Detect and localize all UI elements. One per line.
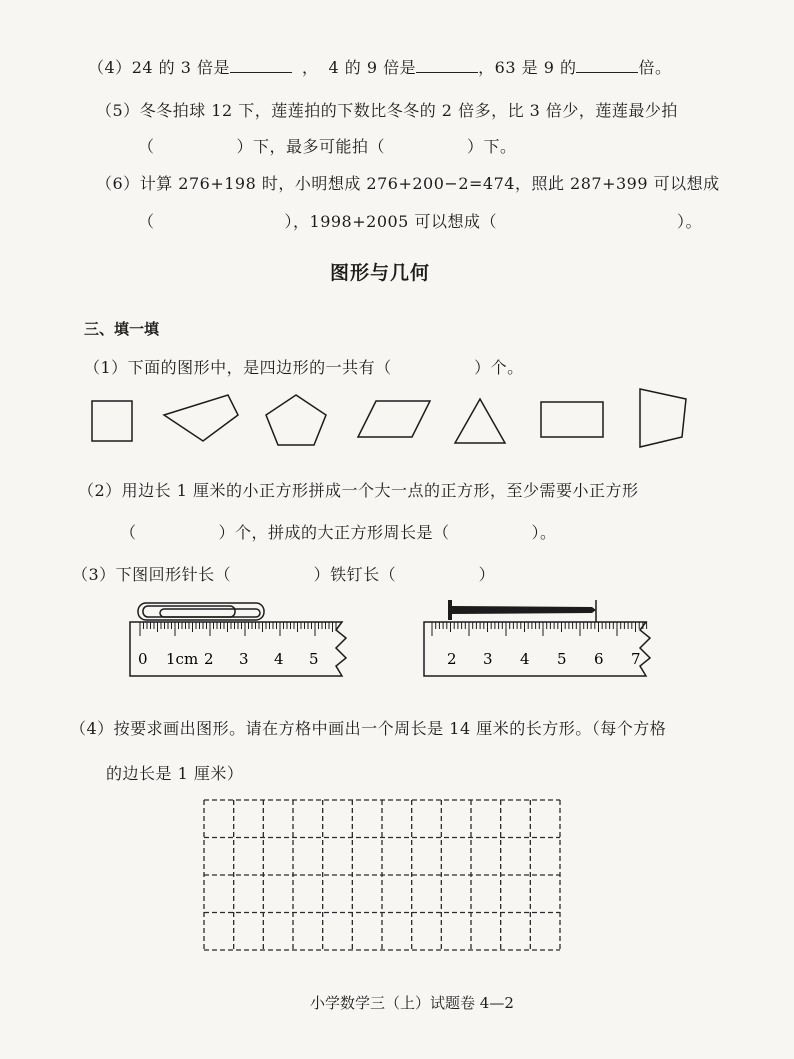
drawing-grid[interactable] [200,796,564,956]
ruler-right-label-5: 7 [631,650,641,668]
fill-question-4-line1: （4）按要求画出图形。请在方格中画出一个周长是 14 厘米的长方形。（每个方格 [70,719,667,738]
nail-icon [448,600,596,622]
shape-quadrilateral [164,395,238,441]
q4-blank-1[interactable] [230,72,292,73]
q4-blank-2[interactable] [416,72,478,73]
q6-number: （6） [96,174,140,193]
shape-pentagon [266,395,326,445]
ruler-left-label-5: 5 [309,650,319,668]
ruler-right-label-0: 2 [447,650,457,668]
q6-end-text: ）。 [676,212,702,231]
q4-part1: 24 的 3 倍是 [131,58,230,77]
ruler-right-body [424,622,650,676]
section-title: 图形与几何 [330,262,431,284]
shape-parallelogram [358,401,430,437]
ruler-right-label-1: 3 [483,650,493,668]
ruler-left-label-1: 1cm [166,650,199,668]
ruler-right-label-3: 5 [557,650,567,668]
shape-triangle [455,399,505,443]
q6-mid-text: ），1998+2005 可以想成（ [284,212,497,231]
shape-rectangle [541,402,603,437]
question-5-line2 [138,134,517,157]
q4-number: （4） [88,58,132,77]
q5-mid-text: ）下，最多可能拍（ [236,137,386,156]
q4-end: 倍。 [638,58,672,77]
ruler-paperclip-figure [126,600,356,684]
ruler-left-label-2: 2 [204,650,214,668]
ruler-right-label-2: 4 [520,650,530,668]
fill-question-2-line1: （2）用边长 1 厘米的小正方形拼成一个大一点的正方形，至少需要小正方形 [78,481,639,500]
ruler-left-label-0: 0 [138,650,148,668]
q6-text: 计算 276+198 时，小明想成 276+200−2=474，照此 287+399 可以想成 [139,174,720,193]
question-6-line2 [138,209,702,232]
q5-open-paren: （ [138,137,155,156]
paperclip-icon [138,603,264,620]
question-6-line1 [96,171,720,194]
ruler-left-label-4: 4 [274,650,284,668]
shapes-row [80,385,700,455]
q2-mid-text: ）个，拼成的大正方形周长是（ [218,523,450,542]
ruler-nail-figure [420,596,660,684]
q5-number: （5） [96,101,140,120]
page-footer: 小学数学三（上）试题卷 4—2 [310,994,514,1012]
q4-sep1: ， [302,58,319,77]
part3-heading: 三、填一填 [84,320,160,338]
fill-question-3: （3）下图回形针长（ ）铁钉长（ ） [72,565,496,584]
q4-sep2: ， [478,58,495,77]
q5-end-text: ）下。 [467,137,517,156]
ruler-right-label-4: 6 [594,650,604,668]
question-5-line1 [96,98,678,121]
q4-part3: 63 是 9 的 [494,58,577,77]
q6-open-paren: （ [138,212,155,231]
shape-trapezoid [640,389,686,447]
q2-end-text: ）。 [531,523,557,542]
q4-part2: 4 的 9 倍是 [328,58,417,77]
ruler-left-label-3: 3 [239,650,249,668]
q5-text: 冬冬拍球 12 下，莲莲拍的下数比冬冬的 2 倍多，比 3 倍少，莲莲最少拍 [139,101,678,120]
fill-question-1: （1）下面的图形中，是四边形的一共有（ ）个。 [84,358,524,377]
q4-blank-3[interactable] [576,72,638,73]
shape-square [92,401,132,441]
fill-question-4-line2: 的边长是 1 厘米） [106,764,244,783]
question-4-line [88,55,671,78]
fill-question-2-line2 [120,520,557,543]
q2-open-paren: （ [120,523,137,542]
